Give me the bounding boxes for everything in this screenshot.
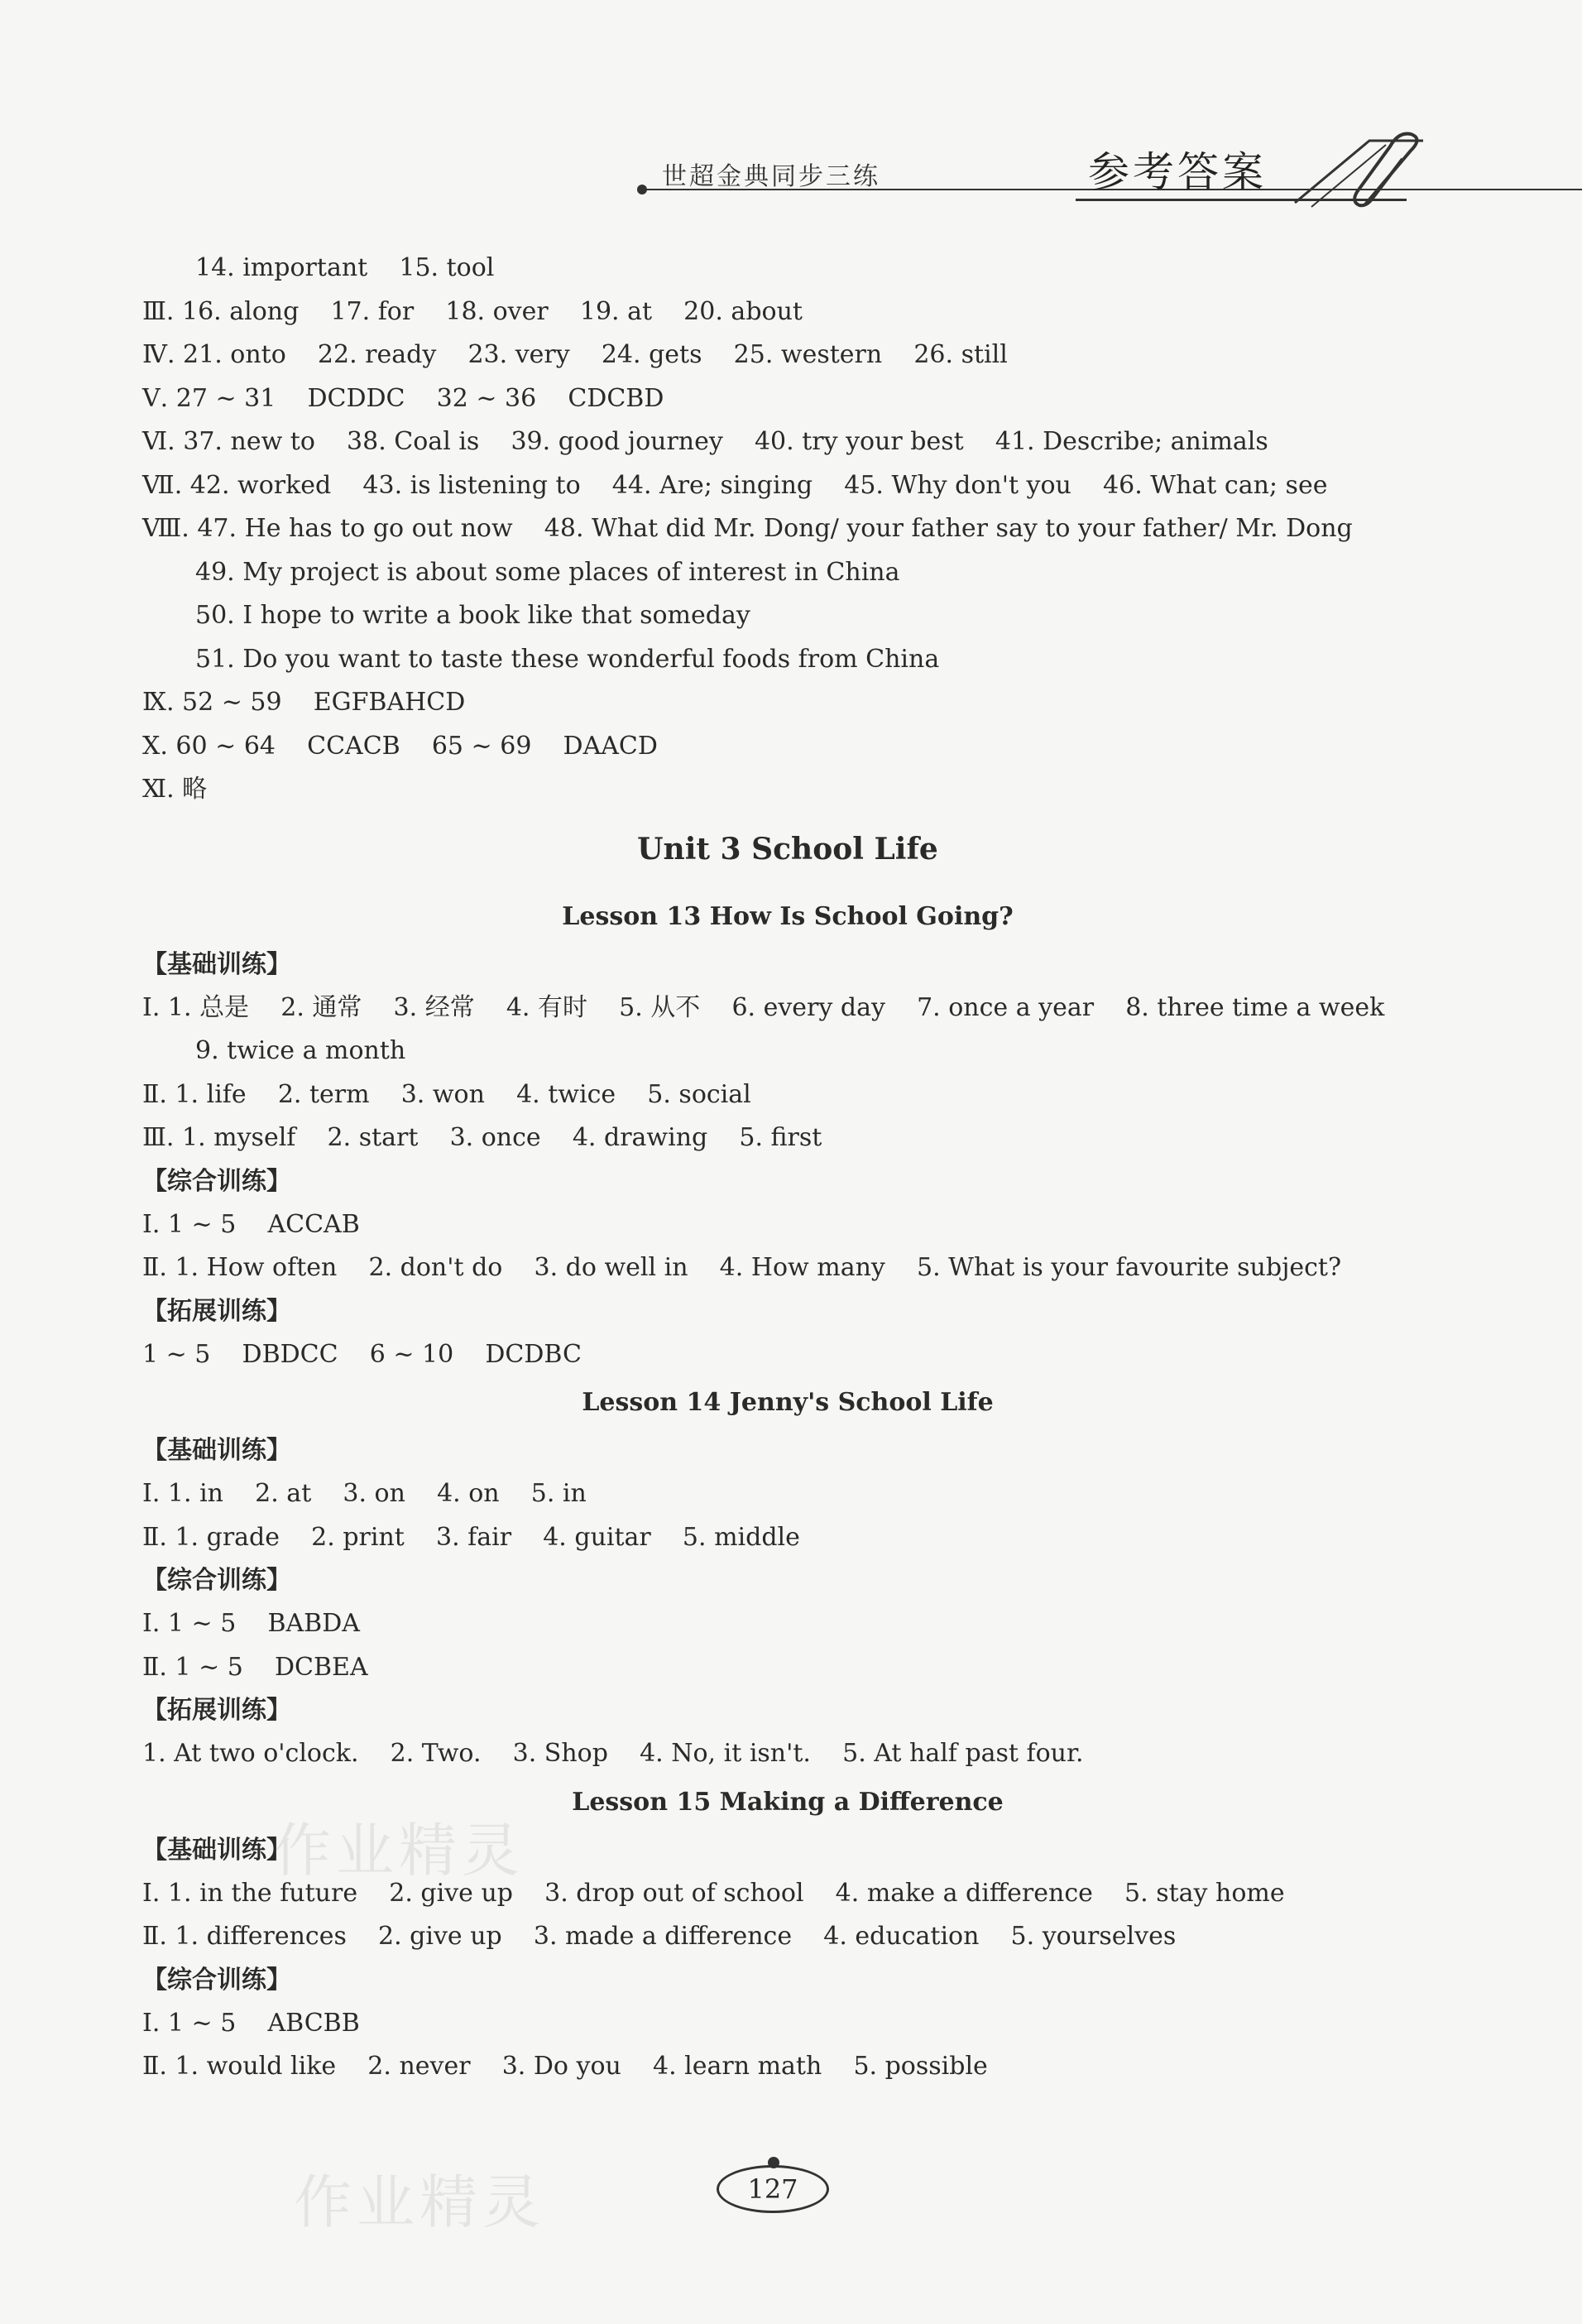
answer-line: Ⅱ. 1. would like 2. never 3. Do you 4. learn math 5. possible xyxy=(142,2052,988,2081)
section-extension-label: 【拓展训练】 xyxy=(142,1296,291,1326)
answer-line: Ⅱ. 1. grade 2. print 3. fair 4. guitar 5. middle xyxy=(142,1522,800,1552)
answer-line: Ⅱ. 1. differences 2. give up 3. made a difference 4. education 5. yourselves xyxy=(142,1922,1177,1951)
answer-line: Ⅺ. 略 xyxy=(142,775,208,804)
series-title: 世超金典同步三练 xyxy=(662,162,880,191)
section-basic-label: 【基础训练】 xyxy=(142,1436,291,1465)
section-extension-label: 【拓展训练】 xyxy=(142,1696,291,1725)
answer-line: Ⅰ. 1. in the future 2. give up 3. drop out of school 4. make a difference 5. stay home xyxy=(142,1878,1285,1908)
answer-line: Ⅲ. 1. myself 2. start 3. once 4. drawing 5. first xyxy=(142,1123,822,1152)
answer-line: Ⅵ. 37. new to 38. Coal is 39. good journey 40. try your best 41. Describe; animals xyxy=(142,427,1268,456)
answer-line: 14. important 15. tool xyxy=(195,253,495,282)
answer-line: Ⅹ. 60 ~ 64 CCACB 65 ~ 69 DAACD xyxy=(142,731,658,761)
section-comprehensive-label: 【综合训练】 xyxy=(142,1566,291,1595)
answer-line: Ⅰ. 1 ~ 5 ACCAB xyxy=(142,1209,360,1239)
answer-line: Ⅲ. 16. along 17. for 18. over 19. at 20. about xyxy=(142,296,803,326)
page-number: 127 xyxy=(747,2173,798,2205)
section-comprehensive-label: 【综合训练】 xyxy=(142,1166,291,1196)
previous-answers xyxy=(142,247,1466,812)
answer-line: 49. My project is about some places of interest in China xyxy=(195,557,900,587)
unit-title: Unit 3 School Life xyxy=(637,831,938,867)
section-comprehensive-label: 【综合训练】 xyxy=(142,1965,291,1995)
answer-line: Ⅰ. 1 ~ 5 BABDA xyxy=(142,1609,360,1638)
answer-line: 1 ~ 5 DBDCC 6 ~ 10 DCDBC xyxy=(142,1339,582,1369)
answer-line: Ⅳ. 21. onto 22. ready 23. very 24. gets 25. western 26. still xyxy=(142,340,1008,369)
answer-line: Ⅶ. 42. worked 43. is listening to 44. Are; singing 45. Why don't you 46. What can; see xyxy=(142,470,1328,500)
answer-line: 50. I hope to write a book like that someday xyxy=(195,601,750,630)
answer-line: Ⅱ. 1. life 2. term 3. won 4. twice 5. social xyxy=(142,1079,751,1109)
lesson-title: Lesson 14 Jenny's School Life xyxy=(582,1388,994,1417)
answer-line: Ⅰ. 1. in 2. at 3. on 4. on 5. in xyxy=(142,1479,587,1508)
page-number-badge xyxy=(717,2157,832,2215)
answer-line: Ⅷ. 47. He has to go out now 48. What did Mr. Dong/ your father say to your father/ Mr. Dong xyxy=(142,514,1353,543)
watermark: 作业精灵 xyxy=(273,1817,525,1885)
paperclip-icon xyxy=(1278,124,1427,215)
lesson-title: Lesson 15 Making a Difference xyxy=(572,1787,1004,1817)
answer-line: Ⅱ. 1 ~ 5 DCBEA xyxy=(142,1652,368,1682)
answer-line: Ⅰ. 1 ~ 5 ABCBB xyxy=(142,2008,360,2038)
answer-line: Ⅸ. 52 ~ 59 EGFBAHCD xyxy=(142,688,466,717)
section-basic-label: 【基础训练】 xyxy=(142,1835,291,1865)
answer-key-title: 参考答案 xyxy=(1088,148,1267,196)
answer-line: 51. Do you want to taste these wonderful foods from China xyxy=(195,644,940,674)
answer-line: Ⅴ. 27 ~ 31 DCDDC 32 ~ 36 CDCBD xyxy=(142,383,664,413)
lesson-title: Lesson 13 How Is School Going? xyxy=(562,901,1014,931)
section-basic-label: 【基础训练】 xyxy=(142,949,291,979)
answer-line: Ⅰ. 1. 总是 2. 通常 3. 经常 4. 有时 5. 从不 6. every day 7. once a year 8. three time a week xyxy=(142,992,1385,1022)
watermark: 作业精灵 xyxy=(294,2168,545,2236)
lesson-13 xyxy=(142,891,1466,1377)
lesson-14 xyxy=(142,1376,1466,1776)
answer-line: Ⅱ. 1. How often 2. don't do 3. do well in 4. How many 5. What is your favourite subject? xyxy=(142,1253,1342,1282)
answer-line: 1. At two o'clock. 2. Two. 3. Shop 4. No, it isn't. 5. At half past four. xyxy=(142,1739,1084,1768)
answer-line: 9. twice a month xyxy=(195,1036,406,1065)
